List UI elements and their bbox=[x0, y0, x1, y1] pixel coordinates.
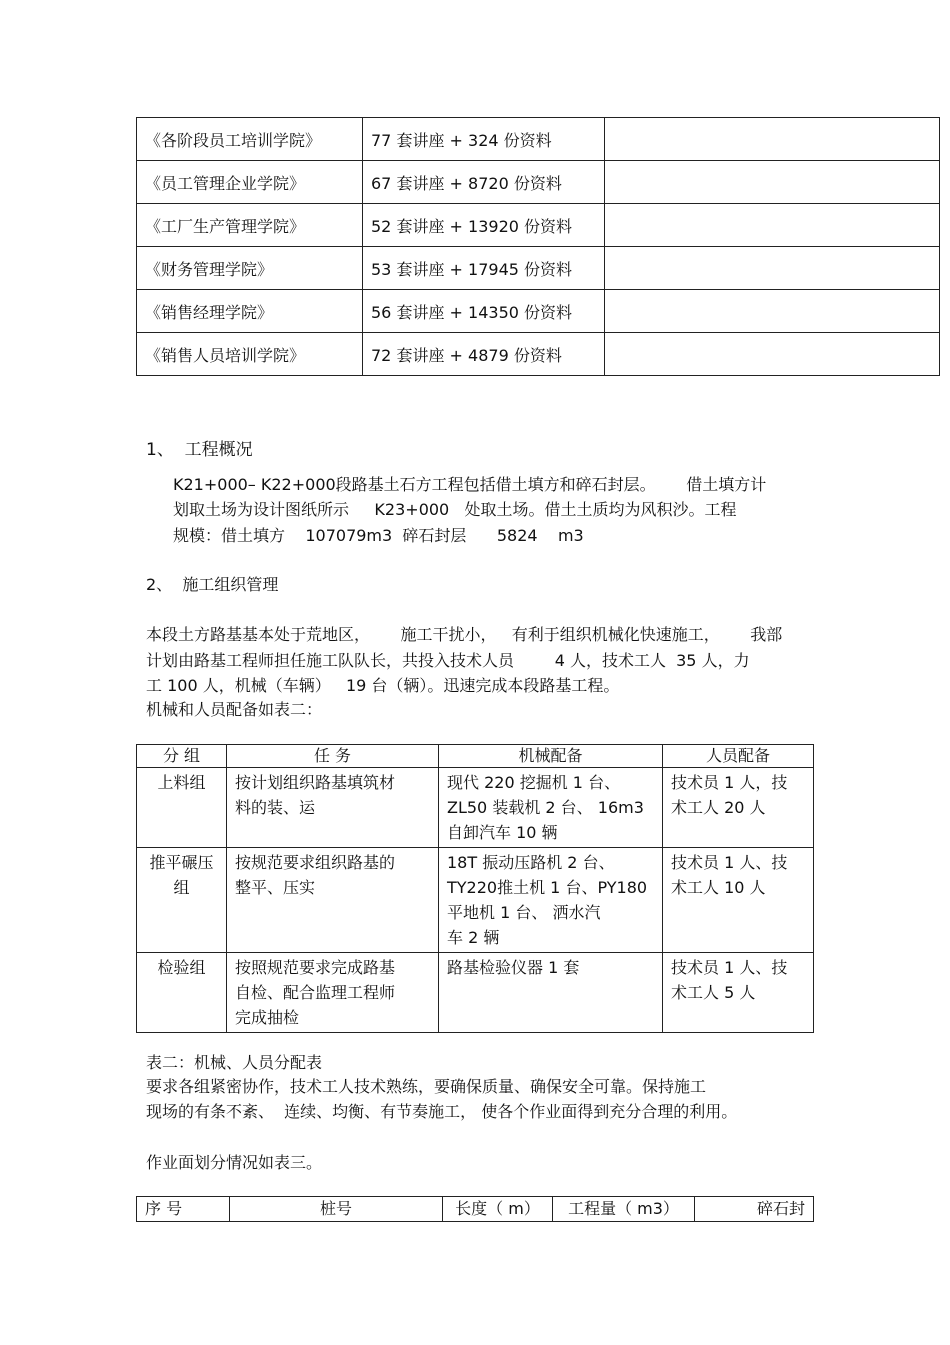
section2-heading: 2、 施工组织管理 bbox=[146, 575, 279, 594]
course-extra-cell bbox=[605, 161, 940, 204]
course-name-cell: 《工厂生产管理学院》 bbox=[137, 204, 363, 247]
task-cell: 按照规范要求完成路基 自检、配合监理工程师 完成抽检 bbox=[227, 953, 439, 1033]
course-row bbox=[137, 290, 940, 333]
course-name-cell: 《销售人员培训学院》 bbox=[137, 333, 363, 376]
header-staff: 人员配备 bbox=[663, 745, 814, 768]
header-task: 任 务 bbox=[227, 745, 439, 768]
header-seq: 序 号 bbox=[137, 1197, 230, 1222]
course-row bbox=[137, 204, 940, 247]
group-row bbox=[137, 953, 814, 1033]
staff-cell: 技术员 1 人，技 术工人 20 人 bbox=[663, 768, 814, 848]
group-row bbox=[137, 768, 814, 848]
body-line: 现场的有条不紊、 连续、均衡、有节奏施工， 使各个作业面得到充分合理的利用。 bbox=[146, 1102, 738, 1121]
table2-caption: 表二：机械、人员分配表 bbox=[146, 1053, 323, 1072]
group-cell: 上料组 bbox=[137, 768, 227, 848]
table3-intro: 作业面划分情况如表三。 bbox=[146, 1153, 323, 1172]
course-row bbox=[137, 247, 940, 290]
course-name-cell: 《员工管理企业学院》 bbox=[137, 161, 363, 204]
header-length: 长度（ m） bbox=[443, 1197, 553, 1222]
section2-line: 本段土方路基基本处于荒地区， 施工干扰小， 有利于组织机械化快速施工， 我部 bbox=[146, 625, 783, 644]
course-row bbox=[137, 161, 940, 204]
course-name-cell: 《财务管理学院》 bbox=[137, 247, 363, 290]
group-cell: 检验组 bbox=[137, 953, 227, 1033]
equipment-staff-table bbox=[136, 744, 814, 1033]
header-gravel: 碎石封 bbox=[695, 1197, 814, 1222]
header-station: 桩号 bbox=[230, 1197, 443, 1222]
course-table bbox=[136, 117, 940, 376]
staff-cell: 技术员 1 人、技 术工人 10 人 bbox=[663, 848, 814, 953]
section2-line: 工 100 人，机械（车辆） 19 台（辆）。迅速完成本段路基工程。 bbox=[146, 676, 620, 695]
section2-line: 机械和人员配备如表二： bbox=[146, 700, 323, 719]
task-cell: 按规范要求组织路基的 整平、压实 bbox=[227, 848, 439, 953]
body-line: 要求各组紧密协作，技术工人技术熟练，要确保质量、确保安全可靠。保持施工 bbox=[146, 1077, 707, 1096]
course-extra-cell bbox=[605, 247, 940, 290]
section1-line: 规模：借土填方 107079m3 碎石封层 5824 m3 bbox=[173, 526, 584, 545]
task-cell: 按计划组织路基填筑材 料的装、运 bbox=[227, 768, 439, 848]
machines-cell: 路基检验仪器 1 套 bbox=[439, 953, 663, 1033]
section1-line: 划取土场为设计图纸所示 K23+000 处取土场。借土土质均为风积沙。工程 bbox=[173, 500, 737, 519]
course-name-cell: 《各阶段员工培训学院》 bbox=[137, 118, 363, 161]
course-extra-cell bbox=[605, 333, 940, 376]
machines-cell: 现代 220 挖掘机 1 台、 ZL50 装载机 2 台、 16m3 自卸汽车 10 辆 bbox=[439, 768, 663, 848]
machines-cell: 18T 振动压路机 2 台、 TY220推土机 1 台、PY180 平地机 1 台、 洒水汽 车 2 辆 bbox=[439, 848, 663, 953]
course-content-cell: 67 套讲座 + 8720 份资料 bbox=[363, 161, 605, 204]
section1-line: K21+000– K22+000段路基土石方工程包括借土填方和碎石封层。 借土填方计 bbox=[173, 475, 767, 494]
course-row bbox=[137, 118, 940, 161]
work-face-table bbox=[136, 1196, 814, 1222]
header-group: 分 组 bbox=[137, 745, 227, 768]
course-content-cell: 53 套讲座 + 17945 份资料 bbox=[363, 247, 605, 290]
staff-cell: 技术员 1 人、技 术工人 5 人 bbox=[663, 953, 814, 1033]
course-content-cell: 52 套讲座 + 13920 份资料 bbox=[363, 204, 605, 247]
group-cell: 推平碾压 组 bbox=[137, 848, 227, 953]
header-quantity: 工程量（ m3） bbox=[553, 1197, 695, 1222]
header-machines: 机械配备 bbox=[439, 745, 663, 768]
group-row bbox=[137, 848, 814, 953]
section1-heading: 1、 工程概况 bbox=[146, 440, 253, 460]
course-name-cell: 《销售经理学院》 bbox=[137, 290, 363, 333]
section2-line: 计划由路基工程师担任施工队队长，共投入技术人员 4 人，技术工人 35 人，力 bbox=[146, 651, 750, 670]
course-extra-cell bbox=[605, 204, 940, 247]
course-extra-cell bbox=[605, 118, 940, 161]
course-content-cell: 56 套讲座 + 14350 份资料 bbox=[363, 290, 605, 333]
course-content-cell: 77 套讲座 + 324 份资料 bbox=[363, 118, 605, 161]
course-extra-cell bbox=[605, 290, 940, 333]
course-row bbox=[137, 333, 940, 376]
course-content-cell: 72 套讲座 + 4879 份资料 bbox=[363, 333, 605, 376]
